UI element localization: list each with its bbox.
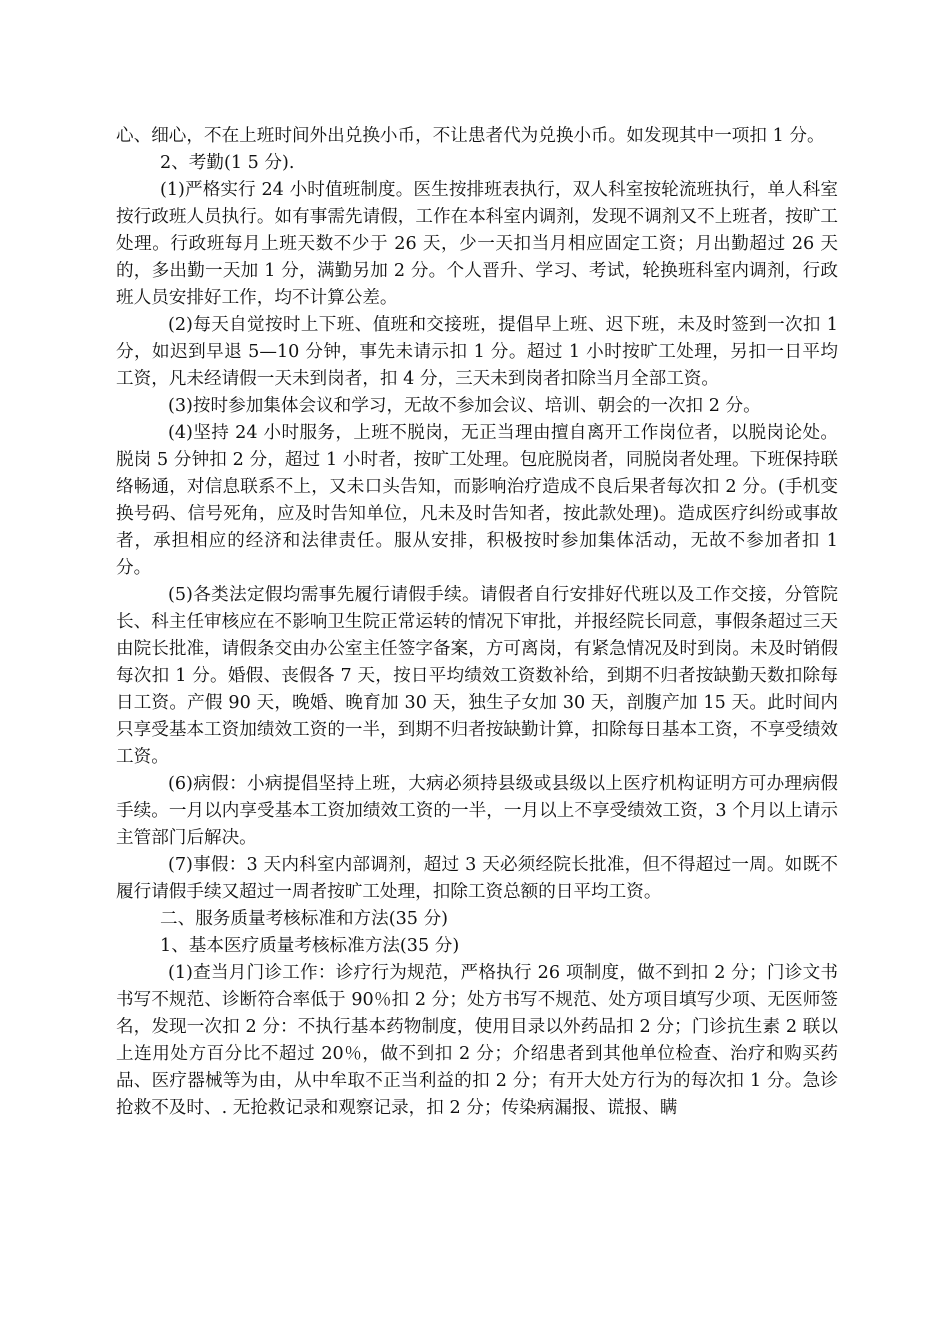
paragraph-24h-service: (4)坚持 24 小时服务，上班不脱岗，无正当理由擅自离开工作岗位者，以脱岗论处。脱岗 5 分钟扣 2 分，超过 1 小时者，按旷工处理。包庇脱岗者，同脱岗者处理。下班保持联络畅通，对信息联系不上，又未口头告知，而影响治疗造成不良后果者每次扣 2 分。(手机变换号码、信号死角，应及时告知单位，凡未及时告知者，按此款处理)。造成医疗纠纷或事故者，承担相应的经济和法律责任。服从安排，积极按时参加集体活动，无故不参加者扣 1 分。 — [116, 423, 838, 578]
paragraph-outpatient-check: (1)查当月门诊工作：诊疗行为规范，严格执行 26 项制度，做不到扣 2 分；门诊文书书写不规范、诊断符合率低于 90％扣 2 分；处方书写不规范、处方项目填写少项、无医师签名，发现一次扣 2 分：不执行基本药物制度，使用目录以外药品扣 2 分；门诊抗生素 2 联以上连用处方百分比不超过 20％，做不到扣 2 分；介绍患者到其他单位检查、治疗和购买药品、医疗器械等为由，从中牟取不正当利益的扣 2 分；有开大处方行为的每次扣 1 分。急诊抢救不及时、. 无抢救记录和观察记录，扣 2 分；传染病漏报、谎报、瞒 — [116, 963, 838, 1118]
paragraph-continuation: 心、细心，不在上班时间外出兑换小币，不让患者代为兑换小币。如发现其中一项扣 1 分。 — [116, 126, 825, 146]
paragraph-sick-leave: (6)病假：小病提倡坚持上班，大病必须持县级或县级以上医疗机构证明方可办理病假手续。一月以内享受基本工资加绩效工资的一半，一月以上不享受绩效工资，3 个月以上请示主管部门后解决。 — [116, 774, 838, 848]
heading-attendance: 2、考勤(1 5 分). — [160, 153, 295, 173]
paragraph-meetings: (3)按时参加集体会议和学习，无故不参加会议、培训、朝会的一次扣 2 分。 — [168, 396, 761, 416]
paragraph-personal-leave: (7)事假：3 天内科室内部调剂，超过 3 天必须经院长批准，但不得超过一周。如既不履行请假手续又超过一周者按旷工处理，扣除工资总额的日平均工资。 — [116, 855, 838, 902]
paragraph-statutory-leave: (5)各类法定假均需事先履行请假手续。请假者自行安排好代班以及工作交接，分管院长、科主任审核应在不影响卫生院正常运转的情况下审批，并报经院长同意，事假条超过三天由院长批准，请假条交由办公室主任签字备案，方可离岗，有紧急情况及时到岗。未及时销假每次扣 1 分。婚假、丧假各 7 天，按日平均绩效工资数补给，到期不归者按缺勤天数扣除每日工资。产假 90 天，晚婚、晚育加 30 天，独生子女加 30 天，剖腹产加 15 天。此时间内只享受基本工资加绩效工资的一半，到期不归者按缺勤计算，扣除每日基本工资，不享受绩效工资。 — [116, 585, 838, 767]
paragraph-duty-system: (1)严格实行 24 小时值班制度。医生按排班表执行，双人科室按轮流班执行，单人科室按行政班人员执行。如有事需先请假，工作在本科室内调剂，发现不调剂又不上班者，按旷工处理。行政班每月上班天数不少于 26 天，少一天扣当月相应固定工资；月出勤超过 26 天的，多出勤一天加 1 分，满勤另加 2 分。个人晋升、学习、考试，轮换班科室内调剂，行政班人员安排好工作，均不计算公差。 — [116, 180, 838, 308]
heading-basic-medical-quality: 1、基本医疗质量考核标准方法(35 分) — [160, 936, 460, 956]
heading-service-quality: 二、服务质量考核标准和方法(35 分) — [160, 909, 449, 929]
paragraph-punctuality: (2)每天自觉按时上下班、值班和交接班，提倡早上班、迟下班，未及时签到一次扣 1 分，如迟到早退 5—10 分钟，事先未请示扣 1 分。超过 1 小时按旷工处理，另扣一日平均工资，凡未经请假一天未到岗者，扣 4 分，三天未到岗者扣除当月全部工资。 — [116, 315, 838, 389]
document-page — [116, 123, 838, 1122]
